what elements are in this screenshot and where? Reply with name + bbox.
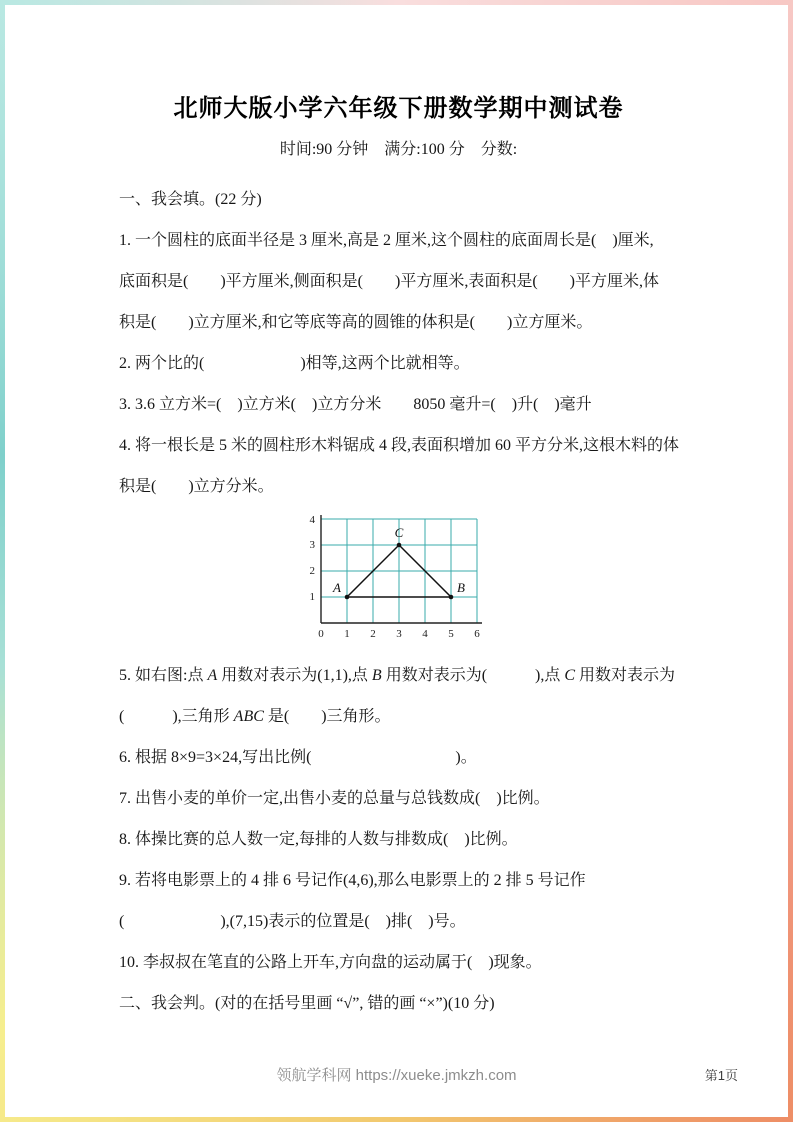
y-tick-4: 4 bbox=[309, 514, 315, 526]
q5-text-3: 用数对表示为( ),点 bbox=[381, 667, 565, 684]
meta-line: 时间:90 分钟 满分:100 分 分数: bbox=[279, 141, 518, 158]
y-tick-3: 3 bbox=[309, 539, 315, 551]
point-c-dot bbox=[396, 543, 401, 548]
question-1-line-1: 1. 一个圆柱的底面半径是 3 厘米,高是 2 厘米,这个圆柱的底面周长是( )厘米, bbox=[119, 232, 654, 249]
q5-text-4: 用数对表示为 bbox=[575, 667, 676, 684]
question-10: 10. 李叔叔在笔直的公路上开车,方向盘的运动属于( )现象。 bbox=[119, 954, 542, 971]
paper bbox=[5, 5, 788, 1117]
question-5-line-2 bbox=[119, 696, 678, 737]
point-a-dot bbox=[344, 595, 349, 600]
q5-point-c: C bbox=[564, 667, 576, 684]
point-b-dot bbox=[448, 595, 453, 600]
question-4-line-2: 积是( )立方分米。 bbox=[119, 478, 274, 495]
triangle-grid-svg bbox=[296, 511, 502, 649]
question-5-line-1 bbox=[119, 655, 678, 696]
point-label-c: C bbox=[394, 525, 403, 540]
q5-text-2: 用数对表示为(1,1),点 bbox=[217, 667, 372, 684]
coordinate-grid-figure bbox=[119, 511, 678, 653]
question-1-line-2: 底面积是( )平方厘米,侧面积是( )平方厘米,表面积是( )平方厘米,体 bbox=[119, 273, 659, 290]
section2-heading: 二、我会判。(对的在括号里画 “√”, 错的画 “×”)(10 分) bbox=[119, 995, 495, 1012]
q5-point-a: A bbox=[207, 667, 218, 684]
footer-site-text: 领航学科网 https://xueke.jmkzh.com bbox=[276, 1067, 517, 1084]
question-4-line-1: 4. 将一根长是 5 米的圆柱形木料锯成 4 段,表面积增加 60 平方分米,这根木料的体 bbox=[119, 437, 680, 454]
question-9-line-1: 9. 若将电影票上的 4 排 6 号记作(4,6),那么电影票上的 2 排 5 号记作 bbox=[119, 872, 586, 889]
x-tick-6: 6 bbox=[473, 628, 480, 640]
x-tick-2: 2 bbox=[369, 628, 376, 640]
q5-triangle-abc: ABC bbox=[233, 708, 264, 725]
point-label-b: B bbox=[456, 580, 465, 595]
q5-text-5: ( ),三角形 bbox=[119, 708, 234, 725]
x-tick-4: 4 bbox=[421, 628, 428, 640]
x-tick-0: 0 bbox=[317, 628, 324, 640]
question-7: 7. 出售小麦的单价一定,出售小麦的总量与总钱数成( )比例。 bbox=[119, 790, 550, 807]
q5-point-b: B bbox=[371, 667, 382, 684]
x-tick-1: 1 bbox=[343, 628, 350, 640]
question-9-line-2: ( ),(7,15)表示的位置是( )排( )号。 bbox=[119, 913, 466, 930]
point-label-a: A bbox=[332, 580, 341, 595]
x-tick-3: 3 bbox=[395, 628, 402, 640]
question-2: 2. 两个比的( )相等,这两个比就相等。 bbox=[119, 355, 470, 372]
x-tick-5: 5 bbox=[447, 628, 454, 640]
question-8: 8. 体操比赛的总人数一定,每排的人数与排数成( )比例。 bbox=[119, 831, 518, 848]
question-3: 3. 3.6 立方米=( )立方米( )立方分米 8050 毫升=( )升( )毫升 bbox=[119, 396, 592, 413]
question-list bbox=[119, 179, 678, 1024]
footer-page-number: 第1页 bbox=[704, 1068, 738, 1083]
y-tick-1: 1 bbox=[309, 591, 315, 603]
section1-heading: 一、我会填。(22 分) bbox=[119, 191, 262, 208]
q5-text-1: 5. 如右图:点 bbox=[119, 667, 208, 684]
footer bbox=[5, 1064, 788, 1085]
y-tick-2: 2 bbox=[309, 565, 315, 577]
q5-text-6: 是( )三角形。 bbox=[263, 708, 391, 725]
question-1-line-3: 积是( )立方厘米,和它等底等高的圆锥的体积是( )立方厘米。 bbox=[119, 314, 593, 331]
question-6: 6. 根据 8×9=3×24,写出比例( )。 bbox=[119, 749, 477, 766]
page-title: 北师大版小学六年级下册数学期中测试卷 bbox=[173, 95, 624, 122]
content bbox=[5, 5, 788, 1117]
